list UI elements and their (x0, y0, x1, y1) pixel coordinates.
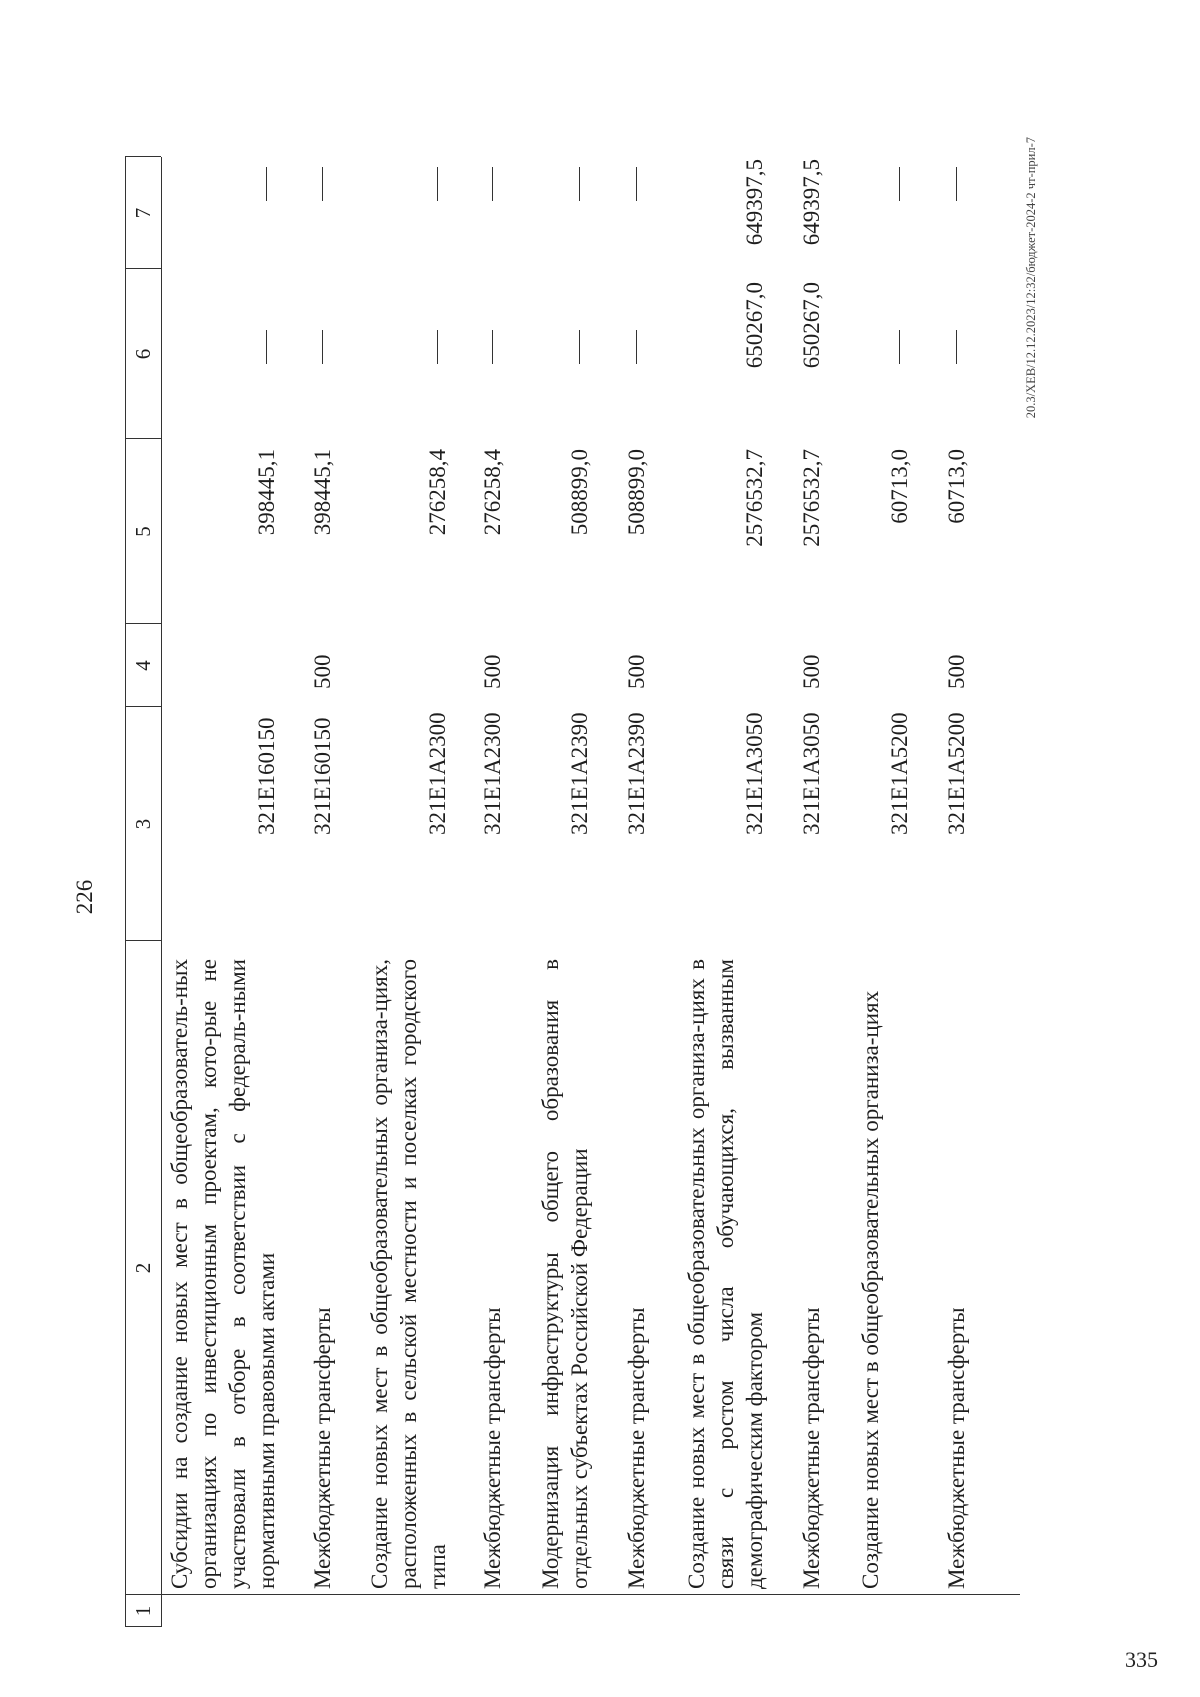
scan-page-number: 335 (1125, 1647, 1158, 1672)
row-value-5: 2576532,7 (799, 449, 824, 547)
row-value-5: 60713,0 (887, 449, 912, 524)
header-col-1: 1 (131, 1605, 155, 1617)
header-col-6: 6 (131, 348, 155, 360)
empty-dash (579, 167, 580, 201)
row-name: Создание новых мест в общеобразовательных организа-циях (858, 990, 883, 1589)
row-value-6: 650267,0 (742, 282, 767, 369)
empty-dash (322, 167, 323, 201)
row-vr: 500 (624, 654, 649, 689)
row-code: 321E1A5200 (944, 712, 969, 835)
header-col-2: 2 (131, 1262, 155, 1274)
row-name: Создание новых мест в общеобразовательных организа-циях, расположенных в сельской местности и поселках городского типа (367, 959, 450, 1589)
row-name: Межбюджетные трансферты (799, 1307, 824, 1589)
header-bottom-border (161, 157, 162, 1627)
empty-dash (579, 330, 580, 364)
row-code: 321E160150 (254, 717, 279, 835)
row-name: Межбюджетные трансферты (310, 1307, 335, 1589)
row-code: 321E160150 (310, 717, 335, 835)
row-value-7: 649397,5 (799, 159, 824, 246)
col-2-left-border (161, 1594, 1020, 1595)
empty-dash (899, 167, 900, 201)
row-name: Межбюджетные трансферты (480, 1307, 505, 1589)
row-name: Субсидии на создание новых мест в общеобразователь-ных организациях по инвестиционным проектам, кото-рые не участвовали в отборе в соответствии с федераль-ными нормативными правовыми актами (167, 959, 279, 1589)
row-name: Межбюджетные трансферты (944, 1307, 969, 1589)
empty-dash (437, 330, 438, 364)
empty-dash (322, 330, 323, 364)
row-code: 321E1A5200 (887, 712, 912, 835)
row-vr: 500 (944, 654, 969, 689)
page-number: 226 (72, 879, 97, 915)
row-code: 321E1A3050 (799, 712, 824, 835)
row-value-6: 650267,0 (799, 282, 824, 369)
row-code: 321E1A2300 (480, 712, 505, 835)
row-value-5: 276258,4 (425, 449, 450, 536)
row-code: 321E1A2390 (567, 712, 592, 835)
row-code: 321E1A3050 (742, 712, 767, 835)
row-vr: 500 (310, 654, 335, 689)
budget-table (125, 157, 1020, 1627)
empty-dash (636, 167, 637, 201)
row-code: 321E1A2390 (624, 712, 649, 835)
row-value-5: 2576532,7 (742, 449, 767, 547)
empty-dash (956, 167, 957, 201)
row-value-7: 649397,5 (742, 159, 767, 246)
empty-dash (492, 330, 493, 364)
empty-dash (437, 167, 438, 201)
row-value-5: 398445,1 (254, 449, 279, 536)
document-footer-code: 20.3/XEB/12.12.2023/12:32/бюджет-2024-2 чт-прил-7 (1024, 137, 1038, 419)
row-value-5: 276258,4 (480, 449, 505, 536)
header-col-7: 7 (131, 207, 155, 219)
empty-dash (492, 167, 493, 201)
empty-dash (956, 330, 957, 364)
row-code: 321E1A2300 (425, 712, 450, 835)
row-value-5: 60713,0 (944, 449, 969, 524)
row-name: Межбюджетные трансферты (624, 1307, 649, 1589)
row-vr: 500 (799, 654, 824, 689)
header-col-4: 4 (131, 660, 155, 671)
empty-dash (266, 330, 267, 364)
header-col-3: 3 (131, 818, 155, 830)
header-col-5: 5 (131, 526, 155, 537)
row-vr: 500 (480, 654, 505, 689)
row-value-5: 398445,1 (310, 449, 335, 536)
empty-dash (266, 167, 267, 201)
empty-dash (899, 330, 900, 364)
row-value-5: 508899,0 (567, 449, 592, 536)
empty-dash (636, 330, 637, 364)
document-page (0, 127, 1060, 1697)
row-name: Создание новых мест в общеобразовательных организа-циях в связи с ростом числа обучающихся, вызванным демографическим фактором (684, 959, 767, 1589)
row-name: Модернизация инфраструктуры общего образования в отдельных субъектах Российской Федерации (538, 959, 592, 1589)
row-value-5: 508899,0 (624, 449, 649, 536)
